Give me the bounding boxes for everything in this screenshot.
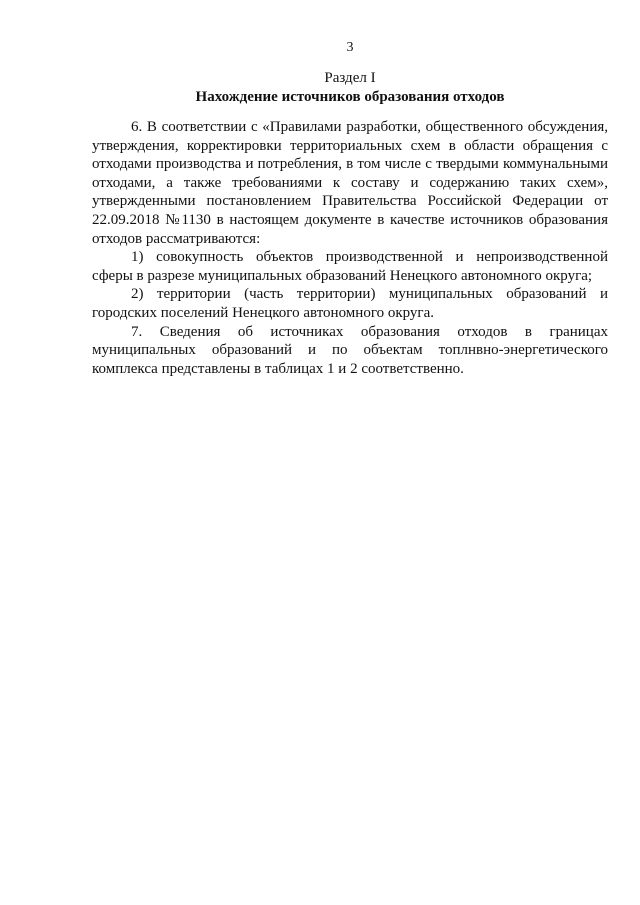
paragraph-item-7: 7. Сведения об источниках образования отходов в границах муниципальных образований и по объектам топлнвно-энергетического комплекса представлены в таблицах 1 и 2 соответственно. (92, 323, 608, 377)
paragraph-item-6: 6. В соответствии с «Правилами разработки, общественного обсуждения, утверждения, корректировки территориальных схем в области обращения с отходами производства и потребления, в том числе с твердыми коммунальными отходами, а также требованиями к составу и содержанию таких схем», утвержденными постановлением Правительства Российской Федерации от 22.09.2018 №1130 в настоящем документе в качестве источников образования отходов рассматриваются: (92, 119, 608, 247)
section-label: Раздел I (324, 70, 376, 86)
paragraph-subitem-2: 2) территории (часть территории) муниципальных образований и городских поселений Ненецкого автономного округа. (92, 286, 608, 321)
paragraph-subitem-1: 1) совокупность объектов производственной и непроизводственной сферы в разрезе муниципальных образований Ненецкого автономного округа; (92, 249, 608, 284)
section-title: Нахождение источников образования отходов (195, 89, 505, 105)
page-number: 3 (346, 40, 354, 55)
document-body (92, 118, 608, 378)
